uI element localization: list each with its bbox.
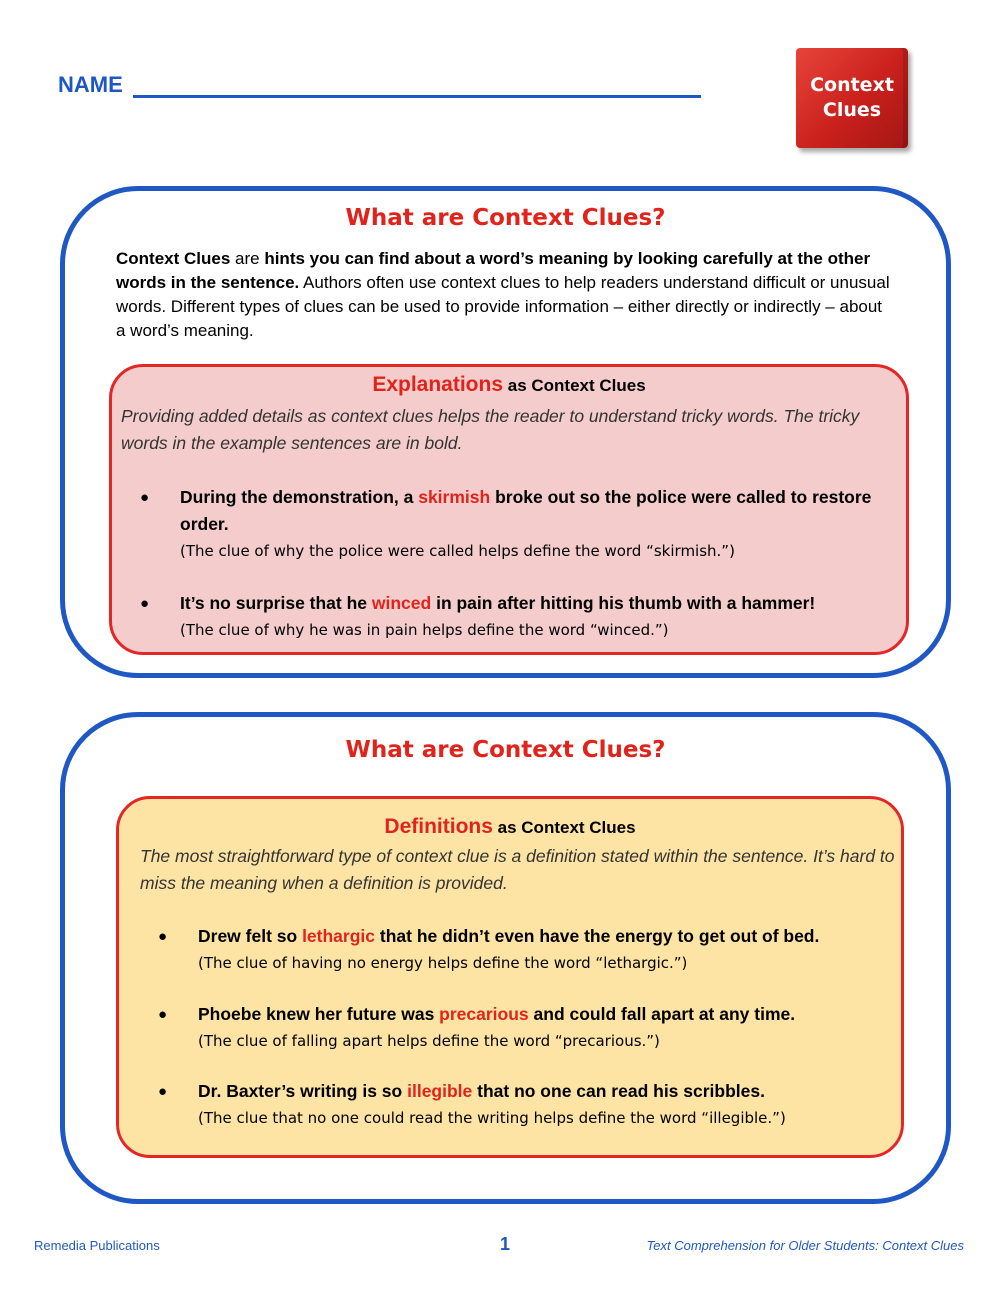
explanation-example: ● It’s no surprise that he winced in pain after hitting his thumb with a hammer! (The clue of why he was in pain helps define the word “winced.”) <box>180 590 900 643</box>
tricky-word: precarious <box>439 1004 529 1024</box>
explanations-title-rest: as Context Clues <box>503 376 646 395</box>
clue-explanation: (The clue of why he was in pain helps define the word “winced.”) <box>180 621 669 639</box>
clue-explanation: (The clue of having no energy helps define the word “lethargic.”) <box>198 954 688 972</box>
footer-page-number: 1 <box>500 1234 511 1254</box>
definitions-title-rest: as Context Clues <box>492 818 636 837</box>
intro-rest: Authors often use context clues to help readers understand difficult or unusual words. Different types of clues can be used to provide information – either directly or indirectly – about a word’s meaning. <box>116 273 890 340</box>
name-field[interactable] <box>58 72 701 98</box>
explanations-title <box>112 373 906 397</box>
explanations-description: Providing added details as context clues helps the reader to understand tricky words. The tricky words in the example sentences are in bold. <box>121 406 860 453</box>
bullet-dot: ● <box>158 1083 168 1100</box>
badge-line-1: Context <box>810 74 894 96</box>
tricky-word: skirmish <box>418 487 491 507</box>
intro-bold-definition: hints you can find about a word’s meaning by looking carefully at the other words in the sentence. <box>116 249 871 292</box>
definitions-description: The most straightforward type of context clue is a definition stated within the sentence. It’s hard to miss the meaning when a definition is provided. <box>140 846 895 893</box>
tricky-word: winced <box>371 593 432 613</box>
definition-example: ● Dr. Baxter’s writing is so illegible that no one can read his scribbles. (The clue that no one could read the writing helps define the word “illegible.”) <box>198 1078 903 1131</box>
intro-term: Context Clues <box>116 249 231 268</box>
explanation-example: ● During the demonstration, a skirmish broke out so the police were called to restore order. (The clue of why the police were called helps define the word “skirmish.”) <box>180 484 892 564</box>
intro-are: are <box>230 249 265 268</box>
definition-example: ● Drew felt so lethargic that he didn’t even have the energy to get out of bed. (The clue of having no energy helps define the word “lethargic.”) <box>198 923 903 976</box>
bullet-dot: ● <box>158 1006 168 1023</box>
clue-explanation: (The clue of why the police were called helps define the word “skirmish.”) <box>180 542 735 560</box>
tricky-word: lethargic <box>302 926 376 946</box>
clue-explanation: (The clue that no one could read the writing helps define the word “illegible.”) <box>198 1109 786 1127</box>
explanations-panel <box>109 364 909 655</box>
clue-explanation: (The clue of falling apart helps define the word “precarious.”) <box>198 1032 660 1050</box>
definitions-panel <box>116 796 904 1158</box>
bullet-dot: ● <box>140 595 150 612</box>
bullet-dot: ● <box>140 489 150 506</box>
definitions-title-highlight: Definitions <box>384 815 493 838</box>
section-2-title: What are Context Clues? <box>345 737 666 763</box>
name-blank-line[interactable] <box>133 73 701 98</box>
section-1-intro <box>116 247 896 343</box>
section-1-title: What are Context Clues? <box>345 205 666 231</box>
tricky-word: illegible <box>407 1081 473 1101</box>
definition-example: ● Phoebe knew her future was precarious and could fall apart at any time. (The clue of falling apart helps define the word “precarious.”) <box>198 1001 903 1054</box>
explanations-title-highlight: Explanations <box>372 373 504 396</box>
name-label: NAME <box>58 72 123 97</box>
footer-book-title: Text Comprehension for Older Students: Context Clues <box>646 1238 964 1253</box>
context-clues-badge <box>796 48 908 148</box>
footer-publisher: Remedia Publications <box>34 1238 160 1253</box>
definitions-title <box>119 815 901 839</box>
badge-line-2: Clues <box>822 99 882 121</box>
bullet-dot: ● <box>158 928 168 945</box>
